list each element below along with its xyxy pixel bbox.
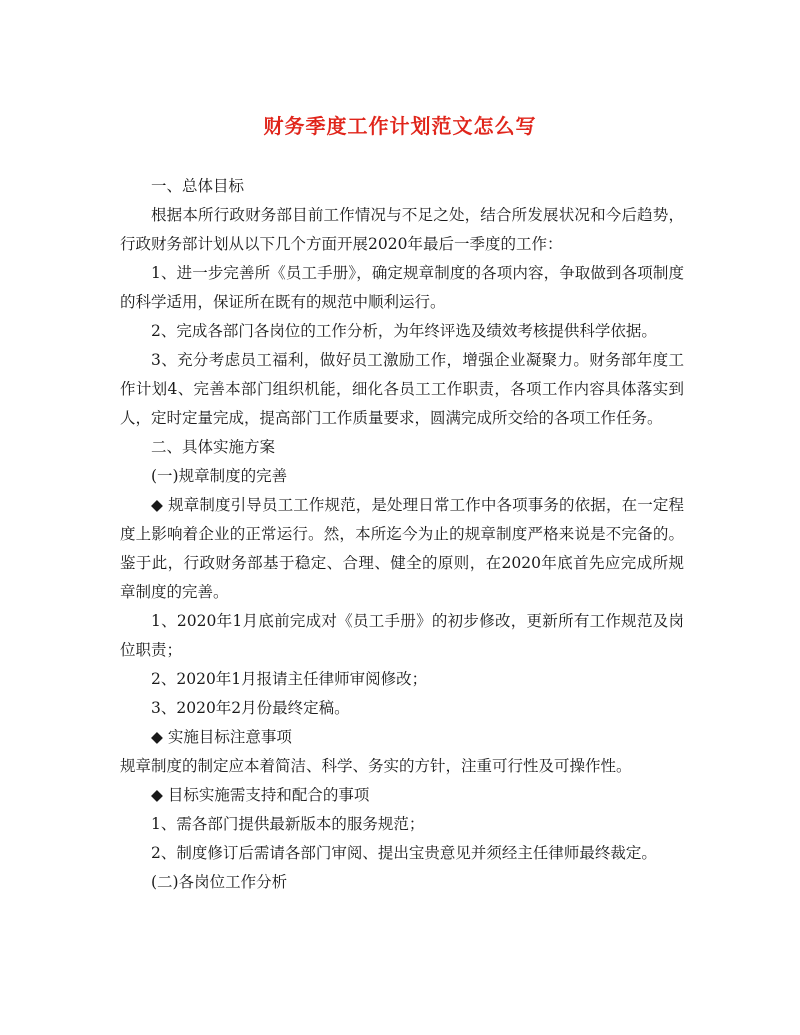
document-body — [120, 172, 684, 897]
bullet-heading: ◆ 实施目标注意事项 — [151, 728, 292, 746]
list-item: 2、2020年1月报请主任律师审阅修改； — [151, 670, 428, 688]
bullet-heading: ◆ 目标实施需支持和配合的事项 — [151, 786, 370, 804]
list-item: 3、充分考虑员工福利，做好员工激励工作，增强企业凝聚力。财务部年度工作计划4、完善本部门组织机能，细化各员工工作职责，各项工作内容具体落实到人，定时定量完成，提高部门工作质量要求，圆满完成所交给的各项工作任务。 — [120, 351, 684, 427]
section-heading: 一、总体目标 — [151, 177, 245, 195]
list-item: 2、完成各部门各岗位的工作分析，为年终评选及绩效考核提供科学依据。 — [151, 322, 657, 340]
list-item: 2、制度修订后需请各部门审阅、提出宝贵意见并须经主任律师最终裁定。 — [151, 844, 657, 862]
bullet-paragraph: ◆ 规章制度引导员工工作规范，是处理日常工作中各项事务的依据，在一定程度上影响着企业的正常运行。然，本所迄今为止的规章制度严格来说是不完备的。鉴于此，行政财务部基于稳定、合理、健全的原则，在2020年底首先应完成所规章制度的完善。 — [120, 496, 684, 601]
list-item: 1、2020年1月底前完成对《员工手册》的初步修改，更新所有工作规范及岗位职责； — [120, 612, 684, 659]
section-heading: 二、具体实施方案 — [151, 438, 276, 456]
paragraph: 规章制度的制定应本着简洁、科学、务实的方针，注重可行性及可操作性。 — [120, 757, 632, 775]
subsection-heading: (二)各岗位工作分析 — [151, 873, 288, 891]
document-title: 财务季度工作计划范文怎么写 — [263, 114, 537, 138]
subsection-heading: (一)规章制度的完善 — [151, 467, 288, 485]
paragraph: 根据本所行政财务部目前工作情况与不足之处，结合所发展状况和今后趋势，行政财务部计划从以下几个方面开展2020年最后一季度的工作： — [120, 206, 684, 253]
list-item: 3、2020年2月份最终定稿。 — [151, 699, 350, 717]
list-item: 1、进一步完善所《员工手册》，确定规章制度的各项内容，争取做到各项制度的科学适用，保证所在既有的规范中顺利运行。 — [120, 264, 684, 311]
list-item: 1、需各部门提供最新版本的服务规范； — [151, 815, 425, 833]
